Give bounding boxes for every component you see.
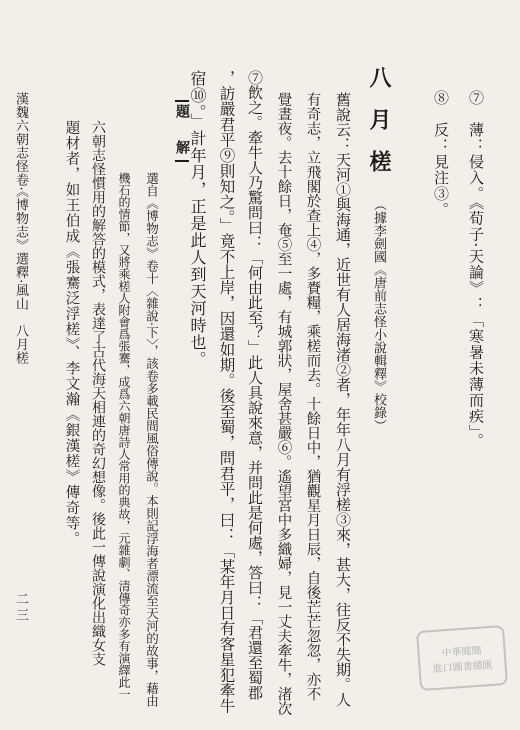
- page-number: 二三: [13, 592, 28, 624]
- running-header: 漢魏六朝志怪卷·《博物志》選釋·風山 八月槎: [13, 92, 28, 365]
- section-source: （據李劍國《唐前志怪小說輯釋》校錄）: [371, 198, 386, 432]
- stamp-line-2: 進口圖書總匯: [432, 659, 493, 676]
- main-text-line-2: 有奇志，立飛閣於查上④，多賚糧，乘槎而去。十餘日中，猶觀星月日辰，自後芒芒忽忽，亦不: [304, 92, 321, 701]
- commentary-line-4: 題材者，如王伯成《張騫泛浮槎》、李文瀚《銀漢槎》傳奇等。: [63, 120, 80, 547]
- main-text-line-4: ⑦飲之。牽牛人乃驚問曰：「何由此至？」此人具說來意，并問此是何處，答曰：「君還至蜀郡: [246, 70, 264, 700]
- stamp-line-1: 中華閱閱: [441, 645, 482, 660]
- commentary-label: 題 解: [175, 100, 189, 162]
- section-title: 八月槎: [366, 66, 392, 192]
- main-text-line-5: ，訪嚴君平⑨則知之。」竟不上岸，因還如期。後至蜀，問君平，曰：「某年月日有客星犯牽牛: [217, 70, 236, 714]
- bookseller-stamp: [416, 625, 508, 691]
- commentary-line-2: 機石的情節，又將乘槎人附會爲張騫，成爲六朝唐詩人常用的典故，元雜劇、清傳奇亦多有演繹此一: [117, 172, 131, 700]
- main-text-line-1: 舊說云：天河①與海通，近世有人居海渚②者，年年八月有浮槎③來，甚大，往反不失期。人: [334, 92, 352, 707]
- main-text-line-3: 覺晝夜。去十餘日，奄⑤至一處，有城郭狀，屋舍甚嚴⑥。遙望宮中多織婦，見一丈夫牽牛，渚次: [275, 92, 292, 716]
- main-text-line-6: 宿⑩。」計年月，正是此人到天河時也。: [188, 70, 207, 368]
- note-8: ⑧ 反：見注③。: [432, 90, 450, 218]
- commentary-line-1: 選自《博物志》卷十〈雜說·下〉，該卷多載民間風俗傳說。本則記浮海者漂流至天河的故事，藉由: [144, 172, 160, 708]
- commentary-line-3: 六朝志怪慣用的解答的模式，表達了古代海天相連的奇幻想像。後此一傳說演化出織女支: [90, 120, 106, 666]
- note-7: ⑦ 薄：侵入。《荀子·天論》：「寒暑未薄而疾」。: [467, 90, 485, 449]
